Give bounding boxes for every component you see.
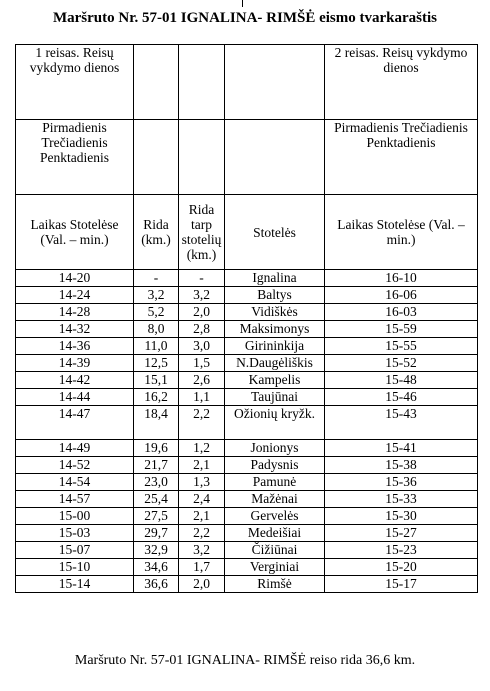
table-row	[16, 542, 478, 559]
table-row	[16, 338, 478, 355]
stop-name-cell: Taujūnai	[225, 389, 325, 406]
table-row	[16, 559, 478, 576]
time-trip2-cell: 15-27	[325, 525, 478, 542]
time-trip1-cell: 14-57	[16, 491, 134, 508]
ride-cell: 12,5	[134, 355, 179, 372]
trip1-header: 1 reisas. Reisų vykdymo dienos	[16, 45, 134, 120]
ride-cell: 32,9	[134, 542, 179, 559]
table-row	[16, 321, 478, 338]
table-row	[16, 474, 478, 491]
time-trip1-cell: 14-52	[16, 457, 134, 474]
time-trip2-cell: 16-10	[325, 270, 478, 287]
time-trip1-cell: 14-39	[16, 355, 134, 372]
time-trip1-cell: 14-47	[16, 406, 134, 440]
time-trip2-cell: 15-38	[325, 457, 478, 474]
table-row	[16, 440, 478, 457]
ride-between-cell: 1,5	[179, 355, 225, 372]
time-trip1-cell: 14-20	[16, 270, 134, 287]
ride-cell: 15,1	[134, 372, 179, 389]
ride-cell: 27,5	[134, 508, 179, 525]
ride-between-cell: 3,2	[179, 287, 225, 304]
empty-cell	[179, 120, 225, 195]
ride-between-cell: 1,7	[179, 559, 225, 576]
stop-name-cell: Čižiūnai	[225, 542, 325, 559]
ride-between-cell: 2,1	[179, 457, 225, 474]
ride-between-cell: 2,2	[179, 525, 225, 542]
time-trip2-cell: 16-06	[325, 287, 478, 304]
ride-between-cell: 2,0	[179, 304, 225, 321]
time-trip1-cell: 14-24	[16, 287, 134, 304]
time-trip1-cell: 15-10	[16, 559, 134, 576]
table-row	[16, 406, 478, 440]
time-trip1-cell: 15-07	[16, 542, 134, 559]
stop-name-cell: Ožionių kryžk.	[225, 406, 325, 440]
empty-cell	[225, 45, 325, 120]
ride-cell: 3,2	[134, 287, 179, 304]
table-row	[16, 270, 478, 287]
table-row	[16, 372, 478, 389]
table-row	[16, 287, 478, 304]
stop-name-cell: Ignalina	[225, 270, 325, 287]
document-title: Maršruto Nr. 57-01 IGNALINA- RIMŠĖ eismo tvarkaraštis	[52, 10, 437, 26]
header-row-columns	[16, 195, 478, 270]
time-trip2-cell: 15-55	[325, 338, 478, 355]
time-trip2-cell: 15-36	[325, 474, 478, 491]
ride-between-cell: 3,2	[179, 542, 225, 559]
ride-between-cell: -	[179, 270, 225, 287]
stop-name-cell: Girininkija	[225, 338, 325, 355]
time-trip2-cell: 16-03	[325, 304, 478, 321]
stop-name-cell: Vidiškės	[225, 304, 325, 321]
ride-between-cell: 2,8	[179, 321, 225, 338]
table-row	[16, 576, 478, 593]
stop-name-cell: Baltys	[225, 287, 325, 304]
ride-cell: 11,0	[134, 338, 179, 355]
header-row-trips	[16, 45, 478, 120]
ride-between-cell: 2,4	[179, 491, 225, 508]
stop-name-cell: Gervelės	[225, 508, 325, 525]
top-tick-mark	[242, 0, 243, 7]
ride-between-cell: 2,6	[179, 372, 225, 389]
schedule-table	[15, 44, 478, 593]
time-trip1-cell: 14-28	[16, 304, 134, 321]
col-header-ride: Rida (km.)	[134, 195, 179, 270]
stop-name-cell: Maksimonys	[225, 321, 325, 338]
ride-between-cell: 1,1	[179, 389, 225, 406]
empty-cell	[134, 120, 179, 195]
col-header-between: Rida tarp stotelių (km.)	[179, 195, 225, 270]
time-trip2-cell: 15-43	[325, 406, 478, 440]
time-trip2-cell: 15-48	[325, 372, 478, 389]
stop-name-cell: Rimšė	[225, 576, 325, 593]
table-row	[16, 508, 478, 525]
ride-cell: 36,6	[134, 576, 179, 593]
ride-cell: 5,2	[134, 304, 179, 321]
ride-cell: 19,6	[134, 440, 179, 457]
time-trip2-cell: 15-33	[325, 491, 478, 508]
document-footer: Maršruto Nr. 57-01 IGNALINA- RIMŠĖ reiso rida 36,6 km.	[74, 653, 416, 668]
ride-between-cell: 3,0	[179, 338, 225, 355]
stop-name-cell: Jonionys	[225, 440, 325, 457]
table-row	[16, 491, 478, 508]
col-header-stops: Stotelės	[225, 195, 325, 270]
stop-name-cell: Medeišiai	[225, 525, 325, 542]
stop-name-cell: Kampelis	[225, 372, 325, 389]
stop-name-cell: N.Daugėliškis	[225, 355, 325, 372]
trip2-days: Pirmadienis Trečiadienis Penktadienis	[325, 120, 478, 195]
ride-cell: 25,4	[134, 491, 179, 508]
time-trip1-cell: 14-44	[16, 389, 134, 406]
time-trip2-cell: 15-52	[325, 355, 478, 372]
trip2-header: 2 reisas. Reisų vykdymo dienos	[325, 45, 478, 120]
ride-between-cell: 2,1	[179, 508, 225, 525]
ride-between-cell: 1,2	[179, 440, 225, 457]
time-trip1-cell: 14-36	[16, 338, 134, 355]
time-trip2-cell: 15-17	[325, 576, 478, 593]
time-trip2-cell: 15-23	[325, 542, 478, 559]
stop-name-cell: Mažėnai	[225, 491, 325, 508]
time-trip2-cell: 15-46	[325, 389, 478, 406]
header-row-days	[16, 120, 478, 195]
time-trip1-cell: 14-32	[16, 321, 134, 338]
table-row	[16, 355, 478, 372]
ride-cell: 16,2	[134, 389, 179, 406]
empty-cell	[179, 45, 225, 120]
ride-cell: 34,6	[134, 559, 179, 576]
table-row	[16, 304, 478, 321]
col-header-time1: Laikas Stotelėse (Val. – min.)	[16, 195, 134, 270]
time-trip2-cell: 15-30	[325, 508, 478, 525]
ride-cell: -	[134, 270, 179, 287]
col-header-time2: Laikas Stotelėse (Val. – min.)	[325, 195, 478, 270]
time-trip1-cell: 15-14	[16, 576, 134, 593]
time-trip1-cell: 15-03	[16, 525, 134, 542]
time-trip2-cell: 15-41	[325, 440, 478, 457]
table-row	[16, 525, 478, 542]
stop-name-cell: Pamunė	[225, 474, 325, 491]
ride-cell: 8,0	[134, 321, 179, 338]
ride-between-cell: 2,2	[179, 406, 225, 440]
trip1-days: Pirmadienis Trečiadienis Penktadienis	[16, 120, 134, 195]
table-row	[16, 457, 478, 474]
empty-cell	[225, 120, 325, 195]
time-trip2-cell: 15-20	[325, 559, 478, 576]
ride-between-cell: 1,3	[179, 474, 225, 491]
time-trip1-cell: 15-00	[16, 508, 134, 525]
stop-name-cell: Padysnis	[225, 457, 325, 474]
time-trip1-cell: 14-49	[16, 440, 134, 457]
table-row	[16, 389, 478, 406]
ride-cell: 23,0	[134, 474, 179, 491]
ride-cell: 29,7	[134, 525, 179, 542]
time-trip1-cell: 14-54	[16, 474, 134, 491]
time-trip1-cell: 14-42	[16, 372, 134, 389]
empty-cell	[134, 45, 179, 120]
time-trip2-cell: 15-59	[325, 321, 478, 338]
ride-cell: 18,4	[134, 406, 179, 440]
ride-cell: 21,7	[134, 457, 179, 474]
ride-between-cell: 2,0	[179, 576, 225, 593]
stop-name-cell: Verginiai	[225, 559, 325, 576]
